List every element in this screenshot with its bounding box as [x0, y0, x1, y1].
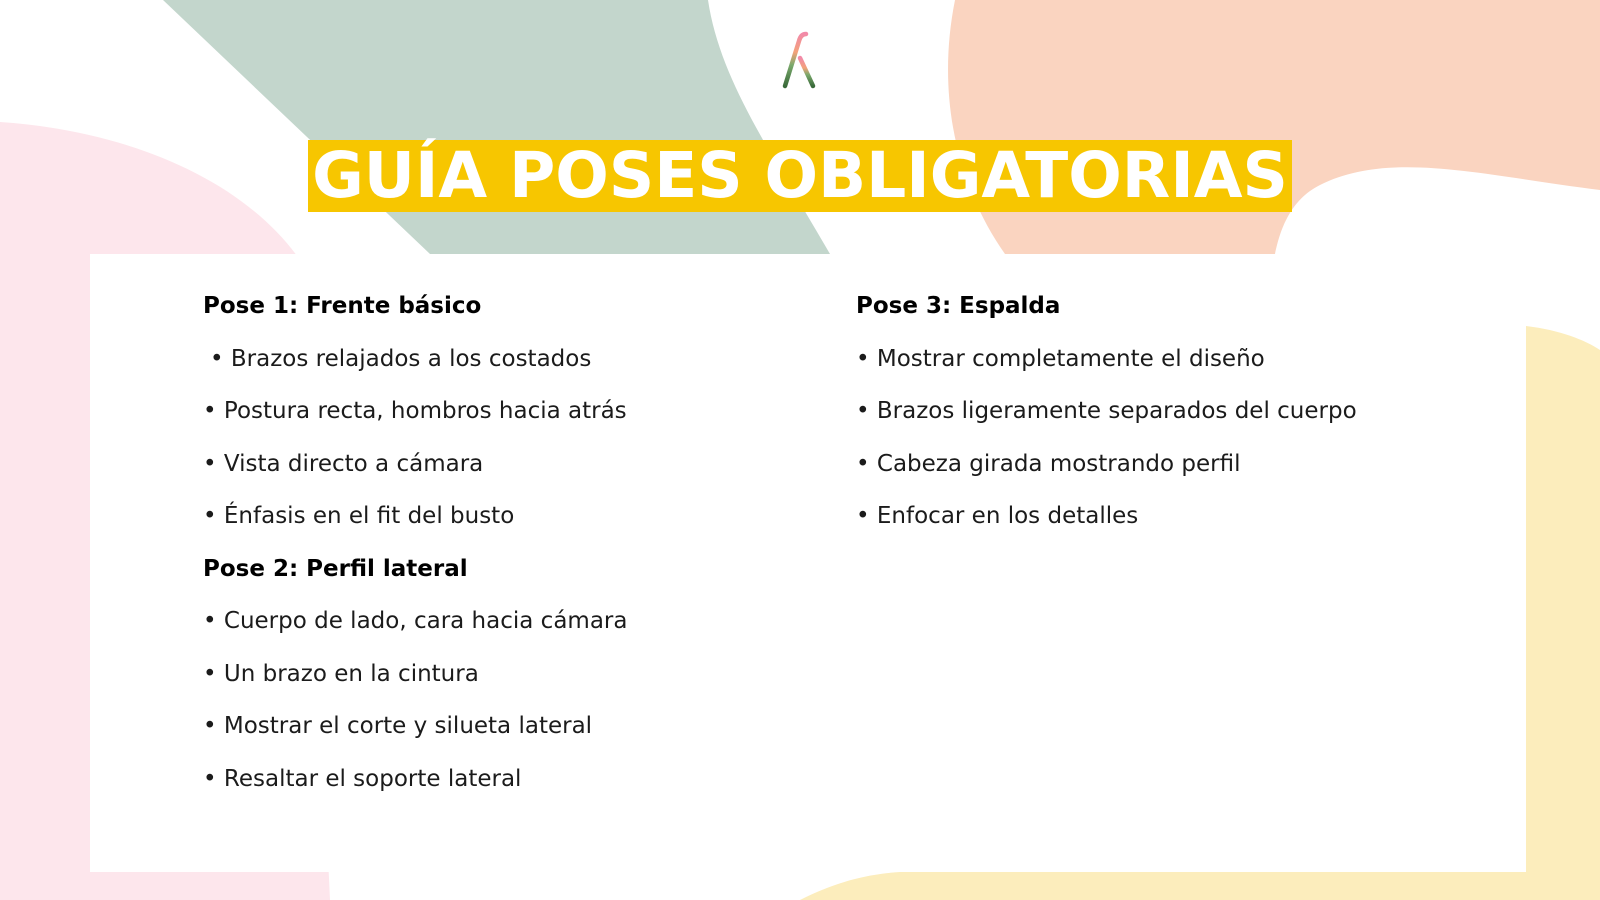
list-item: • Resaltar el soporte lateral: [203, 753, 803, 806]
pose-1-list: [203, 333, 803, 543]
pose-3-list: [856, 333, 1496, 543]
list-item: • Mostrar el corte y silueta lateral: [203, 700, 803, 753]
page-title: GUÍA POSES OBLIGATORIAS: [308, 140, 1292, 212]
list-item: • Brazos relajados a los costados: [203, 333, 803, 386]
content-card: [90, 254, 1526, 872]
right-column: [856, 280, 1496, 543]
list-item: • Cabeza girada mostrando perfil: [856, 438, 1496, 491]
list-item: • Un brazo en la cintura: [203, 648, 803, 701]
pose-2-list: [203, 595, 803, 805]
green-shape: [163, 0, 830, 254]
list-item: • Énfasis en el fit del busto: [203, 490, 803, 543]
list-item: • Cuerpo de lado, cara hacia cámara: [203, 595, 803, 648]
list-item: • Brazos ligeramente separados del cuerpo: [856, 385, 1496, 438]
pose-3-heading: Pose 3: Espalda: [856, 293, 1061, 319]
title-container: [0, 140, 1600, 212]
left-column: [203, 280, 803, 805]
list-item: • Enfocar en los detalles: [856, 490, 1496, 543]
pose-2-heading: Pose 2: Perfil lateral: [203, 555, 468, 582]
list-item: • Vista directo a cámara: [203, 438, 803, 491]
list-item: • Postura recta, hombros hacia atrás: [203, 385, 803, 438]
pose-1-heading: Pose 1: Frente básico: [203, 293, 482, 319]
peach-shape: [948, 0, 1600, 254]
brand-logo-icon: [776, 28, 824, 94]
list-item: • Mostrar completamente el diseño: [856, 333, 1496, 386]
